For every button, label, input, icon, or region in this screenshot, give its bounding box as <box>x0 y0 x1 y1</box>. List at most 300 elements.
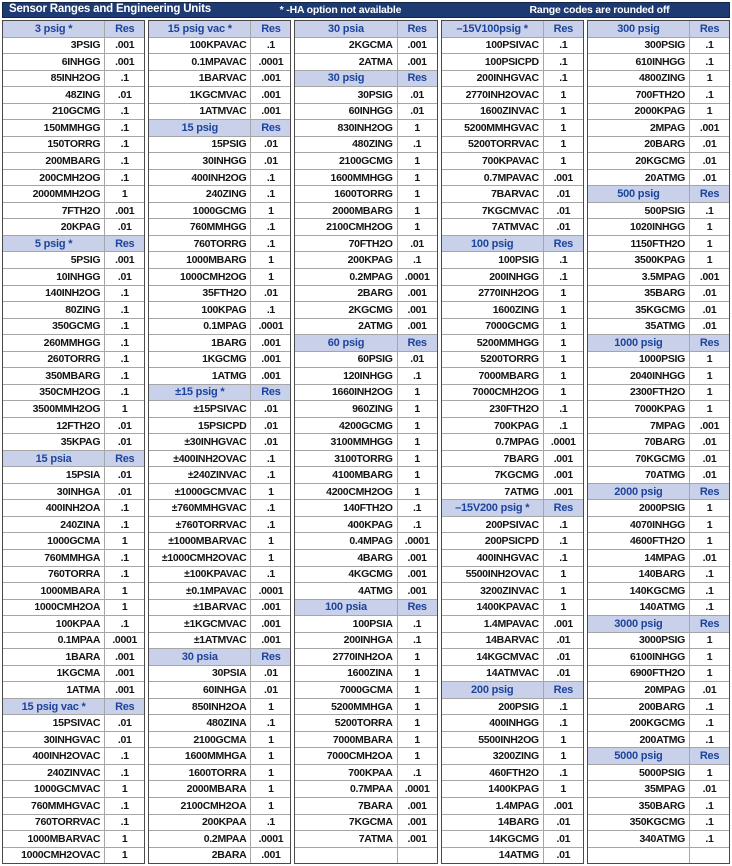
range-row <box>295 251 436 268</box>
section-header-row <box>588 334 729 351</box>
range-code-cell: 0.7MPAA <box>349 783 393 796</box>
resolution-cell: .1 <box>104 71 144 87</box>
resolution-cell: 1 <box>543 781 583 797</box>
range-code-cell: 5200TORRVAC <box>467 138 539 151</box>
range-code-cell: 120INHGG <box>343 369 393 382</box>
column-group-3 <box>294 20 437 864</box>
resolution-cell: .001 <box>543 451 583 467</box>
rounding-note: Range codes are rounded off <box>529 3 670 16</box>
range-row <box>3 433 144 450</box>
resolution-cell: .1 <box>689 583 729 599</box>
section-header-row <box>442 681 583 698</box>
range-code-cell: 1020INHGG <box>629 221 686 234</box>
range-code-cell: 4100MBARG <box>332 469 393 482</box>
resolution-cell: 1 <box>397 219 437 235</box>
resolution-cell: .1 <box>543 38 583 54</box>
range-code-cell: 1600TORRA <box>188 766 247 779</box>
range-row <box>295 714 436 731</box>
resolution-cell: .01 <box>104 87 144 103</box>
range-code-cell: 7MPAG <box>649 419 686 432</box>
resolution-cell: .01 <box>689 137 729 153</box>
resolution-cell: 1 <box>397 170 437 186</box>
resolution-cell: 1 <box>397 715 437 731</box>
section-header-row <box>442 499 583 516</box>
resolution-cell: .1 <box>104 517 144 533</box>
range-code-cell: 7000MBARG <box>478 369 539 382</box>
range-code-cell: 7BARVAC <box>491 188 539 201</box>
resolution-cell: .001 <box>104 649 144 665</box>
range-row <box>295 301 436 318</box>
range-code-cell: 7000CMH2OG <box>472 386 539 399</box>
range-code-cell: 1ATMA <box>66 684 101 697</box>
range-code-cell: ±15PSIVAC <box>193 402 247 415</box>
resolution-cell: 1 <box>104 401 144 417</box>
range-row <box>295 566 436 583</box>
resolution-cell: .01 <box>250 666 290 682</box>
range-code-cell: ±30INHGVAC <box>184 436 247 449</box>
resolution-cell: .1 <box>104 765 144 781</box>
resolution-cell: 1 <box>689 219 729 235</box>
title-note-zone-2 <box>470 5 729 16</box>
range-row <box>588 648 729 665</box>
range-code-cell: 200INHGG <box>489 270 539 283</box>
range-row <box>149 185 290 202</box>
range-code-cell: ±760TORRVAC <box>175 518 247 531</box>
resolution-cell: .01 <box>689 302 729 318</box>
range-row <box>442 714 583 731</box>
range-code-cell: 30PSIG <box>357 88 393 101</box>
range-row <box>3 582 144 599</box>
range-row <box>442 152 583 169</box>
range-code-cell: 6INHGG <box>61 55 101 68</box>
range-code-cell: 4ATMG <box>358 584 393 597</box>
section-header-row <box>3 235 144 252</box>
resolution-cell: .1 <box>689 798 729 814</box>
resolution-cell: .1 <box>689 567 729 583</box>
range-code-cell: 1000MBARG <box>186 254 247 267</box>
range-row <box>442 318 583 335</box>
range-code-cell: 100KPAA <box>55 617 101 630</box>
range-row <box>3 681 144 698</box>
resolution-cell: .1 <box>104 170 144 186</box>
range-code-cell: 700KPAA <box>348 766 393 779</box>
range-code-cell: 240ZINA <box>60 518 101 531</box>
resolution-cell: .01 <box>104 434 144 450</box>
range-code-cell: 700KPAVAC <box>481 155 539 168</box>
resolution-cell: .01 <box>397 352 437 368</box>
res-column-header: Res <box>104 451 144 467</box>
resolution-cell: .1 <box>543 715 583 731</box>
range-code-cell: 2MPAG <box>649 121 686 134</box>
range-row <box>295 202 436 219</box>
range-code-cell: 1KGCMVAC <box>189 88 247 101</box>
range-code-cell: 5200TORRG <box>480 353 539 366</box>
range-code-cell: 2ATMG <box>358 320 393 333</box>
res-column-header: Res <box>397 335 437 351</box>
range-code-cell: 1600ZING <box>492 303 539 316</box>
resolution-cell: .001 <box>543 484 583 500</box>
range-code-cell: 7ATMA <box>358 832 393 845</box>
range-row <box>588 86 729 103</box>
range-row <box>442 532 583 549</box>
range-code-cell: 20ATMG <box>645 171 686 184</box>
range-row <box>149 764 290 781</box>
range-code-cell: 1.4MPAVAC <box>483 617 539 630</box>
resolution-cell: 1 <box>543 352 583 368</box>
range-code-cell: 3200ZINVAC <box>480 584 539 597</box>
resolution-cell: 1 <box>397 385 437 401</box>
range-row <box>3 847 144 864</box>
resolution-cell: .001 <box>397 831 437 847</box>
resolution-cell: .1 <box>250 38 290 54</box>
section-header-row <box>442 21 583 37</box>
resolution-cell: .1 <box>104 319 144 335</box>
range-row <box>442 615 583 632</box>
resolution-cell: 1 <box>250 484 290 500</box>
range-row <box>588 582 729 599</box>
resolution-cell: .001 <box>250 71 290 87</box>
range-row <box>588 549 729 566</box>
table-title-bar <box>2 2 730 18</box>
resolution-cell: .001 <box>397 550 437 566</box>
range-row <box>588 681 729 698</box>
resolution-cell: .001 <box>397 302 437 318</box>
section-header-row <box>588 615 729 632</box>
range-code-cell: ±0.1MPAVAC <box>185 584 247 597</box>
range-row <box>442 830 583 847</box>
range-code-cell: 70BARG <box>644 436 686 449</box>
resolution-cell: .001 <box>250 368 290 384</box>
range-code-cell: 3500KPAG <box>634 254 686 267</box>
range-code-cell: 0.2MPAG <box>349 270 393 283</box>
resolution-cell: .1 <box>689 38 729 54</box>
range-code-cell: 340ATMG <box>639 832 686 845</box>
resolution-cell: .1 <box>689 831 729 847</box>
resolution-cell: 1 <box>250 732 290 748</box>
resolution-cell: .01 <box>689 682 729 698</box>
resolution-cell: 1 <box>397 649 437 665</box>
resolution-cell: .01 <box>543 848 583 864</box>
resolution-cell: 1 <box>689 649 729 665</box>
resolution-cell: .001 <box>543 798 583 814</box>
range-row <box>442 103 583 120</box>
res-column-header: Res <box>689 484 729 500</box>
range-code-cell: 14KGCMG <box>488 832 539 845</box>
range-row <box>588 218 729 235</box>
resolution-cell: .1 <box>250 517 290 533</box>
range-row <box>3 169 144 186</box>
range-code-cell: 1400KPAG <box>488 783 539 796</box>
range-row <box>149 780 290 797</box>
range-code-cell: 400KPAG <box>347 518 393 531</box>
range-row <box>149 351 290 368</box>
range-row <box>149 152 290 169</box>
resolution-cell: 1 <box>689 533 729 549</box>
range-code-cell: 200KPAA <box>202 816 247 829</box>
range-code-cell: 7000KPAG <box>634 402 686 415</box>
res-column-header: Res <box>104 699 144 715</box>
range-code-cell: 7000GCMA <box>339 684 393 697</box>
section-label: 300 psig <box>617 22 660 35</box>
range-code-cell: 14MPAG <box>644 551 686 564</box>
section-label: ±15 psig * <box>175 386 225 399</box>
resolution-cell: 1 <box>397 666 437 682</box>
range-code-cell: 260MMHGG <box>43 336 101 349</box>
resolution-cell: 1 <box>543 385 583 401</box>
range-row <box>442 764 583 781</box>
resolution-cell: 1 <box>689 633 729 649</box>
range-row <box>588 566 729 583</box>
range-code-cell: 7ATMVAC <box>491 221 539 234</box>
resolution-cell: .1 <box>250 219 290 235</box>
range-code-cell: 7FTH2O <box>61 204 101 217</box>
range-code-cell: 7KGCMG <box>494 469 539 482</box>
range-row <box>295 169 436 186</box>
resolution-cell: .001 <box>104 203 144 219</box>
range-code-cell: 1KGCMA <box>56 667 101 680</box>
range-code-cell: 0.2MPAA <box>203 832 247 845</box>
resolution-cell: .01 <box>689 451 729 467</box>
range-code-cell: 20KPAG <box>60 221 101 234</box>
range-row <box>3 318 144 335</box>
section-label: 5 psig * <box>34 237 73 250</box>
section-label: 30 psig <box>327 72 365 85</box>
range-row <box>442 450 583 467</box>
resolution-cell: .1 <box>104 748 144 764</box>
range-code-cell: 20BARG <box>644 138 686 151</box>
range-code-cell: 140FTH2O <box>343 502 393 515</box>
resolution-cell: .1 <box>689 732 729 748</box>
range-row <box>295 632 436 649</box>
range-row <box>295 86 436 103</box>
range-code-cell: 760TORRVAC <box>34 816 101 829</box>
range-row <box>442 351 583 368</box>
resolution-cell: 1 <box>689 666 729 682</box>
range-code-cell: 2KGCMA <box>348 39 393 52</box>
resolution-cell: 1 <box>543 302 583 318</box>
range-code-cell: 60PSIG <box>357 353 393 366</box>
range-code-cell: 400INH2OA <box>45 502 101 515</box>
resolution-cell: .01 <box>250 153 290 169</box>
resolution-cell: .001 <box>689 418 729 434</box>
range-code-cell: 0.4MPAG <box>349 535 393 548</box>
resolution-cell: .0001 <box>250 583 290 599</box>
resolution-cell: .1 <box>543 252 583 268</box>
resolution-cell: .1 <box>689 203 729 219</box>
resolution-cell: .1 <box>543 269 583 285</box>
resolution-cell: .0001 <box>250 831 290 847</box>
range-code-cell: 2040INHGG <box>629 369 686 382</box>
resolution-cell: .001 <box>397 583 437 599</box>
range-code-cell: 610INHGG <box>635 55 686 68</box>
range-row <box>588 665 729 682</box>
range-row <box>442 665 583 682</box>
range-row <box>442 37 583 54</box>
range-row <box>588 367 729 384</box>
section-header-row <box>442 235 583 252</box>
resolution-cell: 1 <box>397 203 437 219</box>
resolution-cell: .001 <box>250 352 290 368</box>
range-row <box>588 235 729 252</box>
resolution-cell: .1 <box>250 500 290 516</box>
resolution-cell: .001 <box>543 616 583 632</box>
section-label: 30 psia <box>181 650 218 663</box>
range-code-cell: 35KGCMG <box>635 303 686 316</box>
resolution-cell: .1 <box>104 153 144 169</box>
resolution-cell: .01 <box>689 286 729 302</box>
section-label: 15 psig vac * <box>21 700 86 713</box>
resolution-cell: .0001 <box>250 54 290 70</box>
range-row <box>588 780 729 797</box>
range-code-cell: 1600ZINVAC <box>480 105 539 118</box>
range-row <box>3 714 144 731</box>
range-code-cell: 7BARA <box>357 799 393 812</box>
resolution-cell: .1 <box>104 368 144 384</box>
range-row <box>149 632 290 649</box>
range-code-cell: 3200ZING <box>492 750 539 763</box>
section-header-row <box>149 384 290 401</box>
range-code-cell: 30INHGG <box>202 155 247 168</box>
range-code-cell: 100PSIG <box>498 254 539 267</box>
range-code-cell: 1000CMH2OVAC <box>21 849 101 862</box>
resolution-cell: 1 <box>104 533 144 549</box>
range-row <box>3 202 144 219</box>
range-code-cell: 2000KPAG <box>634 105 686 118</box>
range-row <box>295 681 436 698</box>
column-group-5 <box>587 20 730 864</box>
range-code-cell: 12FTH2O <box>56 419 101 432</box>
section-header-row <box>295 21 436 37</box>
range-row <box>3 334 144 351</box>
section-label: 3 psig * <box>34 22 73 35</box>
resolution-cell: 1 <box>397 120 437 136</box>
range-row <box>3 400 144 417</box>
resolution-cell: .01 <box>104 269 144 285</box>
resolution-cell: .1 <box>250 815 290 831</box>
empty-row <box>295 847 436 864</box>
resolution-cell: .01 <box>104 467 144 483</box>
range-row <box>3 268 144 285</box>
range-row <box>588 119 729 136</box>
resolution-cell: .0001 <box>104 633 144 649</box>
resolution-cell: .0001 <box>543 434 583 450</box>
resolution-cell: .01 <box>250 401 290 417</box>
range-code-cell: 140BARG <box>638 568 686 581</box>
range-row <box>588 136 729 153</box>
range-code-cell: 0.7MPAVAC <box>483 171 539 184</box>
range-row <box>442 251 583 268</box>
range-code-cell: 100KPAVAC <box>189 39 247 52</box>
range-row <box>149 318 290 335</box>
range-code-cell: 1600MMHGG <box>330 171 393 184</box>
resolution-cell: .1 <box>397 633 437 649</box>
resolution-cell: .1 <box>689 54 729 70</box>
range-row <box>3 152 144 169</box>
resolution-cell: .1 <box>250 170 290 186</box>
resolution-cell: 1 <box>543 137 583 153</box>
range-row <box>3 814 144 831</box>
range-row <box>442 301 583 318</box>
section-label: 30 psia <box>328 22 364 35</box>
resolution-cell: .1 <box>397 517 437 533</box>
res-column-header: Res <box>104 21 144 37</box>
resolution-cell: .1 <box>689 87 729 103</box>
resolution-cell: .001 <box>250 335 290 351</box>
resolution-cell: .1 <box>543 517 583 533</box>
range-code-cell: 260TORRG <box>47 353 101 366</box>
resolution-cell: 1 <box>689 352 729 368</box>
range-code-cell: 2770INH2OG <box>478 287 539 300</box>
range-code-cell: 1600TORRG <box>334 188 393 201</box>
range-row <box>3 119 144 136</box>
range-code-cell: 2770INH2OVAC <box>465 88 539 101</box>
range-code-cell: 0.7MPAG <box>495 436 539 449</box>
range-row <box>149 549 290 566</box>
section-header-row <box>588 21 729 37</box>
range-row <box>442 483 583 500</box>
resolution-cell: .1 <box>543 533 583 549</box>
section-label: 15 psig <box>181 121 219 134</box>
range-code-cell: 1000PSIG <box>638 353 686 366</box>
range-row <box>442 516 583 533</box>
range-row <box>149 681 290 698</box>
range-code-cell <box>295 848 396 864</box>
range-row <box>149 830 290 847</box>
range-row <box>295 53 436 70</box>
resolution-cell: 1 <box>543 567 583 583</box>
range-code-cell: 350CMH2OG <box>39 386 101 399</box>
resolution-cell: 1 <box>689 104 729 120</box>
range-code-cell: 35MPAG <box>644 783 686 796</box>
range-row <box>295 665 436 682</box>
range-code-cell: 5200MMHGA <box>331 700 393 713</box>
range-code-cell: 700KPAG <box>493 419 539 432</box>
range-row <box>3 466 144 483</box>
resolution-cell: 1 <box>543 104 583 120</box>
resolution-cell: .1 <box>250 715 290 731</box>
range-row <box>295 582 436 599</box>
range-code-cell: ±400INH2OVAC <box>173 452 247 465</box>
range-row <box>3 37 144 54</box>
range-code-cell: 60INHGG <box>348 105 393 118</box>
range-row <box>149 53 290 70</box>
range-row <box>588 53 729 70</box>
range-code-cell: 20MPAG <box>644 684 686 697</box>
range-row <box>3 516 144 533</box>
column-group-4 <box>441 20 584 864</box>
section-header-row <box>149 21 290 37</box>
range-row <box>442 169 583 186</box>
section-header-row <box>3 698 144 715</box>
range-row <box>3 599 144 616</box>
resolution-cell: .1 <box>104 120 144 136</box>
resolution-cell: .1 <box>543 418 583 434</box>
resolution-cell: .001 <box>250 616 290 632</box>
range-code-cell: 15PSIG <box>211 138 247 151</box>
resolution-cell: .01 <box>250 418 290 434</box>
range-code-cell: 210GCMG <box>52 105 101 118</box>
resolution-cell: .01 <box>104 219 144 235</box>
range-row <box>3 780 144 797</box>
range-code-cell: 2000MBARG <box>332 204 393 217</box>
range-row <box>149 169 290 186</box>
res-column-header: Res <box>397 600 437 616</box>
range-code-cell: 1000GCMA <box>47 535 101 548</box>
range-row <box>588 318 729 335</box>
range-row <box>588 169 729 186</box>
resolution-cell: 1 <box>397 732 437 748</box>
range-code-cell: 150MMHGG <box>43 121 101 134</box>
